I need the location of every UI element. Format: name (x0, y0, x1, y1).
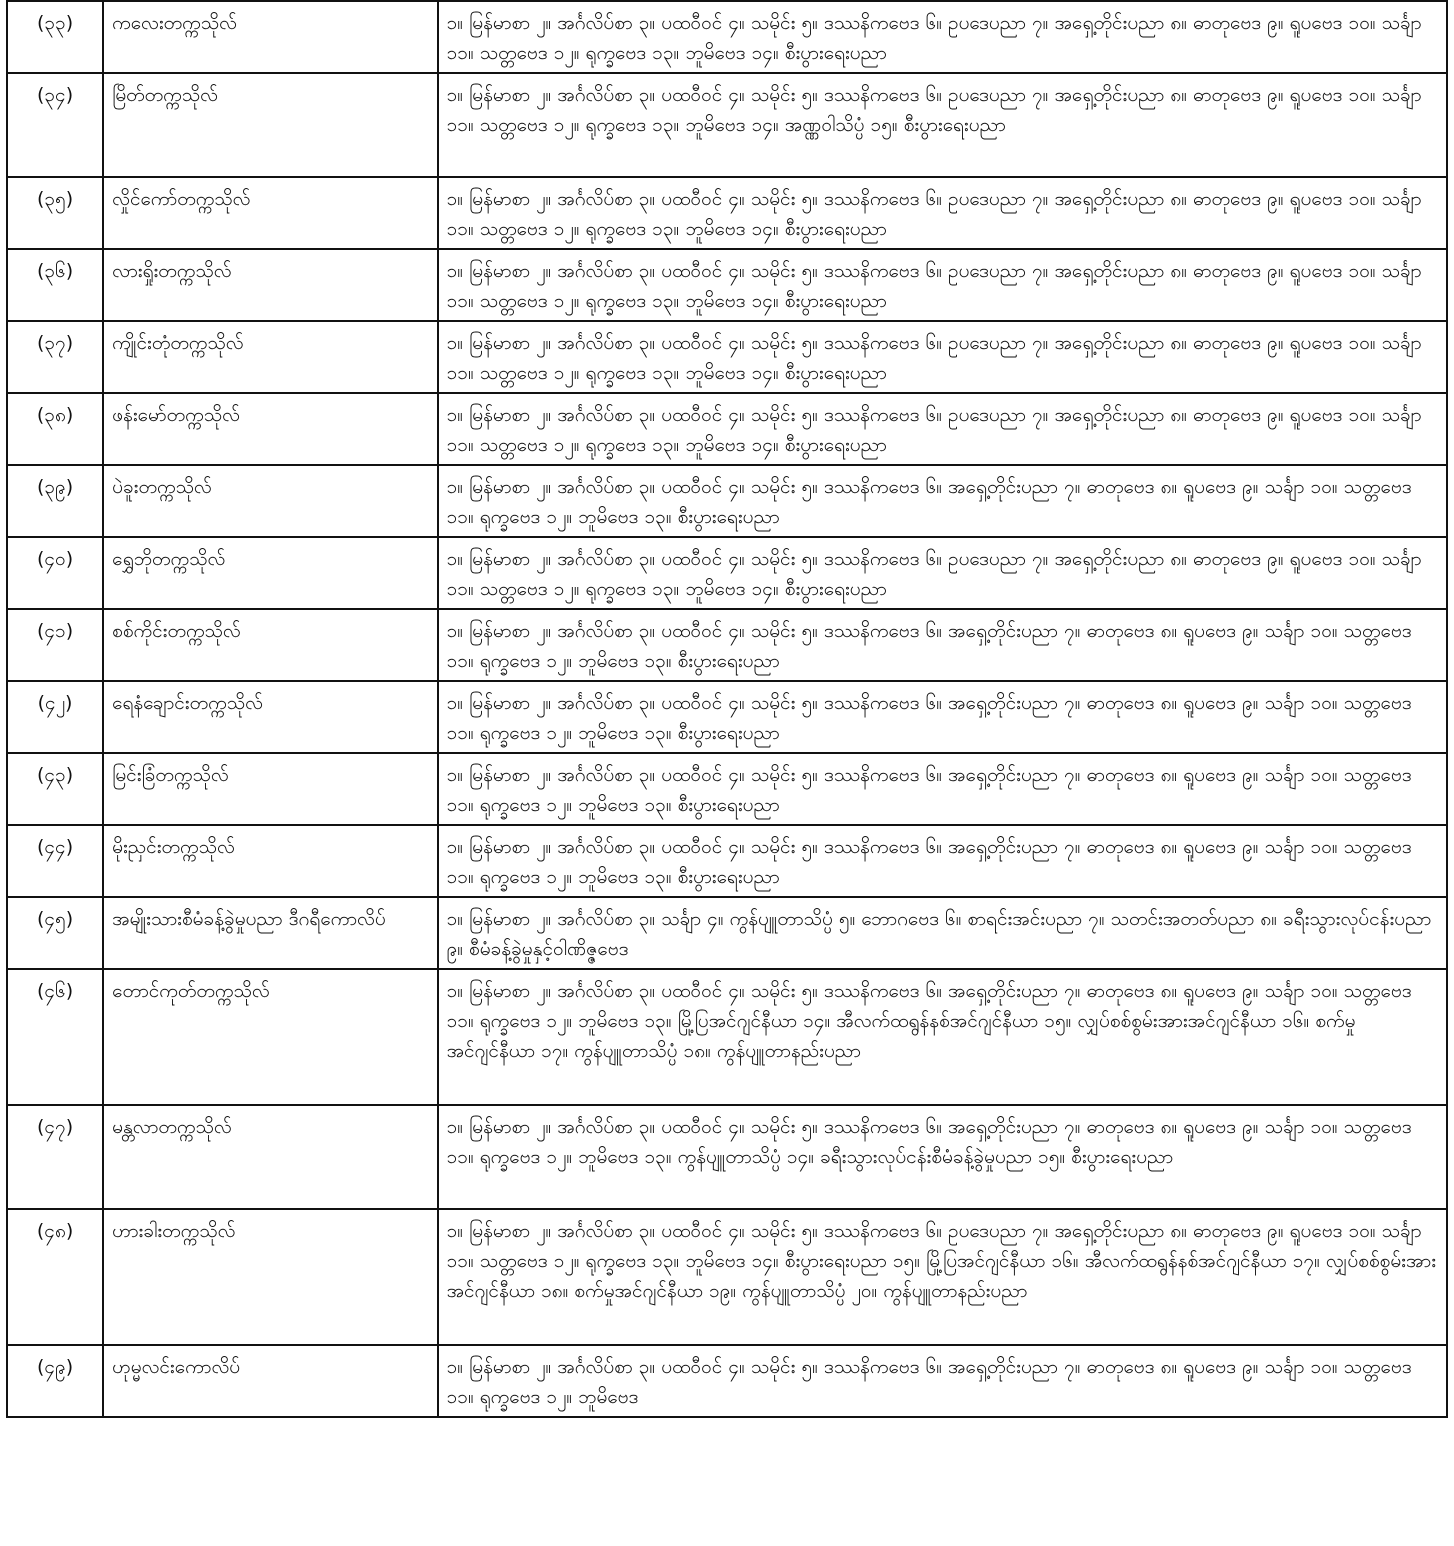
university-name: လားရှိုးတက္ကသိုလ် (103, 249, 437, 321)
university-name: ရွှေဘိုတက္ကသိုလ် (103, 537, 437, 609)
row-number: (၄၁) (7, 609, 103, 681)
university-name: ကျိုင်းတုံတက္ကသိုလ် (103, 321, 437, 393)
row-number: (၃၉) (7, 465, 103, 537)
table-row (7, 177, 1447, 249)
subject-list: ၁။ မြန်မာစာ ၂။ အင်္ဂလိပ်စာ ၃။ ပထဝီဝင် ၄။ သမိုင်း ၅။ ဒဿနိကဗေဒ ၆။ အရှေ့တိုင်းပညာ ၇။ ဓာတုဗေဒ ၈။ ရူပဗေဒ ၉။ သင်္ချာ ၁၀။ သတ္တဗေဒ ၁၁။ ရုက္ခဗေဒ ၁၂။ ဘူမိဗေဒ ၁၃။ စီးပွားရေးပညာ (438, 825, 1447, 897)
subject-list: ၁။ မြန်မာစာ ၂။ အင်္ဂလိပ်စာ ၃။ ပထဝီဝင် ၄။ သမိုင်း ၅။ ဒဿနိကဗေဒ ၆။ အရှေ့တိုင်းပညာ ၇။ ဓာတုဗေဒ ၈။ ရူပဗေဒ ၉။ သင်္ချာ ၁၀။ သတ္တဗေဒ ၁၁။ ရုက္ခဗေဒ ၁၂။ ဘူမိဗေဒ ၁၃။ ကွန်ပျူတာသိပ္ပံ ၁၄။ ခရီးသွားလုပ်ငန်းစီမံခန့်ခွဲမှုပညာ ၁၅။ စီးပွားရေးပညာ (438, 1105, 1447, 1209)
table-row (7, 537, 1447, 609)
university-name: တောင်ကုတ်တက္ကသိုလ် (103, 969, 437, 1105)
row-number: (၃၆) (7, 249, 103, 321)
subject-list: ၁။ မြန်မာစာ ၂။ အင်္ဂလိပ်စာ ၃။ ပထဝီဝင် ၄။ သမိုင်း ၅။ ဒဿနိကဗေဒ ၆။ ဥပဒေပညာ ၇။ အရှေ့တိုင်းပညာ ၈။ ဓာတုဗေဒ ၉။ ရူပဗေဒ ၁၀။ သင်္ချာ ၁၁။ သတ္တဗေဒ ၁၂။ ရုက္ခဗေဒ ၁၃။ ဘူမိဗေဒ ၁၄။ စီးပွားရေးပညာ ၁၅။ မြို့ပြအင်ဂျင်နီယာ ၁၆။ အီလက်ထရွန်နစ်အင်ဂျင်နီယာ ၁၇။ လျှပ်စစ်စွမ်းအားအင်ဂျင်နီယာ ၁၈။ စက်မှုအင်ဂျင်နီယာ ၁၉။ ကွန်ပျူတာသိပ္ပံ ၂၀။ ကွန်ပျူတာနည်းပညာ (438, 1209, 1447, 1345)
subject-list: ၁။ မြန်မာစာ ၂။ အင်္ဂလိပ်စာ ၃။ ပထဝီဝင် ၄။ သမိုင်း ၅။ ဒဿနိကဗေဒ ၆။ အရှေ့တိုင်းပညာ ၇။ ဓာတုဗေဒ ၈။ ရူပဗေဒ ၉။ သင်္ချာ ၁၀။ သတ္တဗေဒ ၁၁။ ရုက္ခဗေဒ ၁၂။ ဘူမိဗေဒ (438, 1345, 1447, 1417)
table-row (7, 897, 1447, 969)
table-row (7, 321, 1447, 393)
table-row (7, 825, 1447, 897)
subject-list: ၁။ မြန်မာစာ ၂။ အင်္ဂလိပ်စာ ၃။ သင်္ချာ ၄။ ကွန်ပျူတာသိပ္ပံ ၅။ ဘောဂဗေဒ ၆။ စာရင်းအင်းပညာ ၇။ သတင်းအတတ်ပညာ ၈။ ခရီးသွားလုပ်ငန်းပညာ ၉။ စီမံခန့်ခွဲမှုနှင့်ဝါဏိဇ္ဇဗေဒ (438, 897, 1447, 969)
table-body (7, 1, 1447, 1417)
subject-list: ၁။ မြန်မာစာ ၂။ အင်္ဂလိပ်စာ ၃။ ပထဝီဝင် ၄။ သမိုင်း ၅။ ဒဿနိကဗေဒ ၆။ ဥပဒေပညာ ၇။ အရှေ့တိုင်းပညာ ၈။ ဓာတုဗေဒ ၉။ ရူပဗေဒ ၁၀။ သင်္ချာ ၁၁။ သတ္တဗေဒ ၁၂။ ရုက္ခဗေဒ ၁၃။ ဘူမိဗေဒ ၁၄။ စီးပွားရေးပညာ (438, 1, 1447, 73)
table-row (7, 1209, 1447, 1345)
table-row (7, 393, 1447, 465)
row-number: (၃၃) (7, 1, 103, 73)
subject-list: ၁။ မြန်မာစာ ၂။ အင်္ဂလိပ်စာ ၃။ ပထဝီဝင် ၄။ သမိုင်း ၅။ ဒဿနိကဗေဒ ၆။ ဥပဒေပညာ ၇။ အရှေ့တိုင်းပညာ ၈။ ဓာတုဗေဒ ၉။ ရူပဗေဒ ၁၀။ သင်္ချာ ၁၁။ သတ္တဗေဒ ၁၂။ ရုက္ခဗေဒ ၁၃။ ဘူမိဗေဒ ၁၄။ စီးပွားရေးပညာ (438, 177, 1447, 249)
university-name: အမျိုးသားစီမံခန့်ခွဲမှုပညာ ဒီဂရီကောလိပ် (103, 897, 437, 969)
table-row (7, 969, 1447, 1105)
row-number: (၄၉) (7, 1345, 103, 1417)
table-row (7, 249, 1447, 321)
row-number: (၄၅) (7, 897, 103, 969)
subject-list: ၁။ မြန်မာစာ ၂။ အင်္ဂလိပ်စာ ၃။ ပထဝီဝင် ၄။ သမိုင်း ၅။ ဒဿနိကဗေဒ ၆။ အရှေ့တိုင်းပညာ ၇။ ဓာတုဗေဒ ၈။ ရူပဗေဒ ၉။ သင်္ချာ ၁၀။ သတ္တဗေဒ ၁၁။ ရုက္ခဗေဒ ၁၂။ ဘူမိဗေဒ ၁၃။ စီးပွားရေးပညာ (438, 681, 1447, 753)
subject-list: ၁။ မြန်မာစာ ၂။ အင်္ဂလိပ်စာ ၃။ ပထဝီဝင် ၄။ သမိုင်း ၅။ ဒဿနိကဗေဒ ၆။ ဥပဒေပညာ ၇။ အရှေ့တိုင်းပညာ ၈။ ဓာတုဗေဒ ၉။ ရူပဗေဒ ၁၀။ သင်္ချာ ၁၁။ သတ္တဗေဒ ၁၂။ ရုက္ခဗေဒ ၁၃။ ဘူမိဗေဒ ၁၄။ အဏ္ဏဝါသိပ္ပံ ၁၅။ စီးပွားရေးပညာ (438, 73, 1447, 177)
university-name: ပဲခူးတက္ကသိုလ် (103, 465, 437, 537)
subject-list: ၁။ မြန်မာစာ ၂။ အင်္ဂလိပ်စာ ၃။ ပထဝီဝင် ၄။ သမိုင်း ၅။ ဒဿနိကဗေဒ ၆။ ဥပဒေပညာ ၇။ အရှေ့တိုင်းပညာ ၈။ ဓာတုဗေဒ ၉။ ရူပဗေဒ ၁၀။ သင်္ချာ ၁၁။ သတ္တဗေဒ ၁၂။ ရုက္ခဗေဒ ၁၃။ ဘူမိဗေဒ ၁၄။ စီးပွားရေးပညာ (438, 321, 1447, 393)
table-row (7, 609, 1447, 681)
row-number: (၄၂) (7, 681, 103, 753)
university-subjects-table (6, 0, 1448, 1418)
university-name: မိုးညှင်းတက္ကသိုလ် (103, 825, 437, 897)
row-number: (၄၀) (7, 537, 103, 609)
row-number: (၃၅) (7, 177, 103, 249)
university-name: ဟားခါးတက္ကသိုလ် (103, 1209, 437, 1345)
table-row (7, 1345, 1447, 1417)
subject-list: ၁။ မြန်မာစာ ၂။ အင်္ဂလိပ်စာ ၃။ ပထဝီဝင် ၄။ သမိုင်း ၅။ ဒဿနိကဗေဒ ၆။ အရှေ့တိုင်းပညာ ၇။ ဓာတုဗေဒ ၈။ ရူပဗေဒ ၉။ သင်္ချာ ၁၀။ သတ္တဗေဒ ၁၁။ ရုက္ခဗေဒ ၁၂။ ဘူမိဗေဒ ၁၃။ မြို့ပြအင်ဂျင်နီယာ ၁၄။ အီလက်ထရွန်နစ်အင်ဂျင်နီယာ ၁၅။ လျှပ်စစ်စွမ်းအားအင်ဂျင်နီယာ ၁၆။ စက်မှုအင်ဂျင်နီယာ ၁၇။ ကွန်ပျူတာသိပ္ပံ ၁၈။ ကွန်ပျူတာနည်းပညာ (438, 969, 1447, 1105)
row-number: (၄၇) (7, 1105, 103, 1209)
table-row (7, 1, 1447, 73)
row-number: (၄၆) (7, 969, 103, 1105)
university-name: မန္တလာတက္ကသိုလ် (103, 1105, 437, 1209)
row-number: (၄၃) (7, 753, 103, 825)
university-name: မြိတ်တက္ကသိုလ် (103, 73, 437, 177)
row-number: (၄၄) (7, 825, 103, 897)
row-number: (၃၇) (7, 321, 103, 393)
university-name: စစ်ကိုင်းတက္ကသိုလ် (103, 609, 437, 681)
university-name: ကလေးတက္ကသိုလ် (103, 1, 437, 73)
row-number: (၃၈) (7, 393, 103, 465)
row-number: (၃၄) (7, 73, 103, 177)
subject-list: ၁။ မြန်မာစာ ၂။ အင်္ဂလိပ်စာ ၃။ ပထဝီဝင် ၄။ သမိုင်း ၅။ ဒဿနိကဗေဒ ၆။ ဥပဒေပညာ ၇။ အရှေ့တိုင်းပညာ ၈။ ဓာတုဗေဒ ၉။ ရူပဗေဒ ၁၀။ သင်္ချာ ၁၁။ သတ္တဗေဒ ၁၂။ ရုက္ခဗေဒ ၁၃။ ဘူမိဗေဒ ၁၄။ စီးပွားရေးပညာ (438, 393, 1447, 465)
subject-list: ၁။ မြန်မာစာ ၂။ အင်္ဂလိပ်စာ ၃။ ပထဝီဝင် ၄။ သမိုင်း ၅။ ဒဿနိကဗေဒ ၆။ အရှေ့တိုင်းပညာ ၇။ ဓာတုဗေဒ ၈။ ရူပဗေဒ ၉။ သင်္ချာ ၁၀။ သတ္တဗေဒ ၁၁။ ရုက္ခဗေဒ ၁၂။ ဘူမိဗေဒ ၁၃။ စီးပွားရေးပညာ (438, 753, 1447, 825)
table-row (7, 465, 1447, 537)
university-name: ဟုမ္မလင်းကောလိပ် (103, 1345, 437, 1417)
subject-list: ၁။ မြန်မာစာ ၂။ အင်္ဂလိပ်စာ ၃။ ပထဝီဝင် ၄။ သမိုင်း ၅။ ဒဿနိကဗေဒ ၆။ ဥပဒေပညာ ၇။ အရှေ့တိုင်းပညာ ၈။ ဓာတုဗေဒ ၉။ ရူပဗေဒ ၁၀။ သင်္ချာ ၁၁။ သတ္တဗေဒ ၁၂။ ရုက္ခဗေဒ ၁၃။ ဘူမိဗေဒ ၁၄။ စီးပွားရေးပညာ (438, 537, 1447, 609)
university-name: ဖန်းမော်တက္ကသိုလ် (103, 393, 437, 465)
university-name: မြင်းခြံတက္ကသိုလ် (103, 753, 437, 825)
table-row (7, 1105, 1447, 1209)
table-row (7, 73, 1447, 177)
subject-list: ၁။ မြန်မာစာ ၂။ အင်္ဂလိပ်စာ ၃။ ပထဝီဝင် ၄။ သမိုင်း ၅။ ဒဿနိကဗေဒ ၆။ အရှေ့တိုင်းပညာ ၇။ ဓာတုဗေဒ ၈။ ရူပဗေဒ ၉။ သင်္ချာ ၁၀။ သတ္တဗေဒ ၁၁။ ရုက္ခဗေဒ ၁၂။ ဘူမိဗေဒ ၁၃။ စီးပွားရေးပညာ (438, 609, 1447, 681)
university-name: လှိုင်ကော်တက္ကသိုလ် (103, 177, 437, 249)
table-row (7, 681, 1447, 753)
subject-list: ၁။ မြန်မာစာ ၂။ အင်္ဂလိပ်စာ ၃။ ပထဝီဝင် ၄။ သမိုင်း ၅။ ဒဿနိကဗေဒ ၆။ ဥပဒေပညာ ၇။ အရှေ့တိုင်းပညာ ၈။ ဓာတုဗေဒ ၉။ ရူပဗေဒ ၁၀။ သင်္ချာ ၁၁။ သတ္တဗေဒ ၁၂။ ရုက္ခဗေဒ ၁၃။ ဘူမိဗေဒ ၁၄။ စီးပွားရေးပညာ (438, 249, 1447, 321)
university-name: ရေနံချောင်းတက္ကသိုလ် (103, 681, 437, 753)
table-row (7, 753, 1447, 825)
subject-list: ၁။ မြန်မာစာ ၂။ အင်္ဂလိပ်စာ ၃။ ပထဝီဝင် ၄။ သမိုင်း ၅။ ဒဿနိကဗေဒ ၆။ အရှေ့တိုင်းပညာ ၇။ ဓာတုဗေဒ ၈။ ရူပဗေဒ ၉။ သင်္ချာ ၁၀။ သတ္တဗေဒ ၁၁။ ရုက္ခဗေဒ ၁၂။ ဘူမိဗေဒ ၁၃။ စီးပွားရေးပညာ (438, 465, 1447, 537)
row-number: (၄၈) (7, 1209, 103, 1345)
